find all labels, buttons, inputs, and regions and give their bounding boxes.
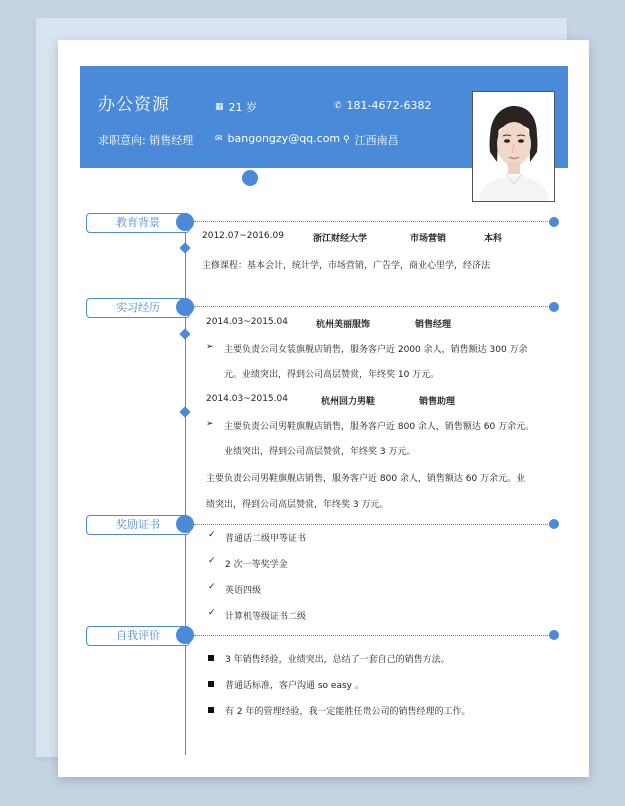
job1-desc-line1: 主要负责公司女装旗舰店销售，服务客户近 2000 余人，销售额达 300 万余 bbox=[224, 345, 528, 355]
self-eval-item: 普通话标准，客户沟通 so easy 。 bbox=[225, 681, 364, 691]
location-icon: ⚲ bbox=[343, 135, 350, 145]
section-end-dot bbox=[549, 630, 559, 640]
edu-courses: 主修课程：基本会计，统计学，市场营销，广告学，商业心里学，经济法 bbox=[202, 261, 491, 271]
job2-desc-line2: 业绩突出，得到公司高层赞赏，年终奖 3 万元。 bbox=[224, 447, 416, 457]
resume-page bbox=[58, 40, 589, 777]
internship-extra-line1: 主要负责公司男鞋旗舰店销售，服务客户近 800 余人，销售额达 60 万余元。业 bbox=[206, 474, 526, 484]
job2-position: 销售助理 bbox=[419, 397, 456, 407]
portrait-image bbox=[473, 92, 554, 201]
edu-major: 市场营销 bbox=[410, 234, 447, 244]
job1-desc-line2: 元。业绩突出，得到公司高层赞赏，年终奖 10 万元。 bbox=[224, 370, 440, 380]
section-end-dot bbox=[549, 519, 559, 529]
header-dot bbox=[242, 170, 258, 186]
candidate-photo bbox=[472, 91, 555, 202]
section-marker bbox=[176, 298, 194, 316]
section-marker bbox=[176, 626, 194, 644]
calendar-icon: ▦ bbox=[215, 102, 224, 112]
internship-extra-line2: 绩突出，得到公司高层赞赏，年终奖 3 万元。 bbox=[206, 500, 389, 510]
section-title-self-eval: 自我评价 bbox=[86, 626, 190, 646]
timeline-diamond bbox=[179, 406, 190, 417]
square-bullet-icon bbox=[208, 707, 214, 713]
square-bullet-icon bbox=[208, 655, 214, 661]
job1-company: 杭州美丽服饰 bbox=[316, 320, 371, 330]
age-text: 21 岁 bbox=[228, 101, 258, 114]
phone-icon: ✆ bbox=[334, 100, 342, 111]
arrow-bullet-icon: ➢ bbox=[206, 342, 214, 352]
section-marker bbox=[176, 515, 194, 533]
age-field bbox=[215, 99, 257, 115]
award-item: 计算机等级证书二级 bbox=[225, 612, 307, 622]
self-eval-item: 有 2 年的管理经验，我一定能胜任贵公司的销售经理的工作。 bbox=[225, 707, 471, 717]
email-text: bangongzy@qq.com bbox=[227, 132, 341, 145]
section-title-education: 教育背景 bbox=[86, 213, 190, 233]
award-item: 2 次一等奖学金 bbox=[225, 560, 288, 570]
section-end-dot bbox=[549, 217, 559, 227]
section-divider bbox=[194, 524, 554, 525]
section-divider bbox=[194, 306, 554, 307]
location-text: 江西南昌 bbox=[354, 134, 399, 147]
job1-date: 2014.03~2015.04 bbox=[206, 317, 288, 327]
phone-text: 181-4672-6382 bbox=[346, 99, 432, 112]
award-item: 英语四级 bbox=[225, 586, 262, 596]
edu-school: 浙江财经大学 bbox=[313, 234, 368, 244]
email-field bbox=[215, 132, 340, 145]
job2-desc-line1: 主要负责公司男鞋旗舰店销售，服务客户近 800 余人，销售额达 60 万余元。 bbox=[224, 422, 535, 432]
section-marker bbox=[176, 213, 194, 231]
square-bullet-icon bbox=[208, 681, 214, 687]
timeline-diamond bbox=[179, 328, 190, 339]
envelope-icon: ✉ bbox=[215, 133, 223, 144]
check-icon: ✓ bbox=[208, 608, 216, 618]
job-intent bbox=[98, 132, 193, 148]
self-eval-item: 3 年销售经验，业绩突出，总结了一套自己的销售方法。 bbox=[225, 655, 450, 665]
section-divider bbox=[194, 221, 554, 222]
job-intent-text: 求职意向: 销售经理 bbox=[98, 134, 194, 147]
timeline-diamond bbox=[179, 242, 190, 253]
check-icon: ✓ bbox=[208, 530, 216, 540]
arrow-bullet-icon: ➢ bbox=[206, 419, 214, 429]
location-field bbox=[343, 132, 399, 148]
check-icon: ✓ bbox=[208, 556, 216, 566]
award-item: 普通话二级甲等证书 bbox=[225, 534, 307, 544]
check-icon: ✓ bbox=[208, 582, 216, 592]
edu-date: 2012.07~2016.09 bbox=[202, 231, 284, 241]
job1-position: 销售经理 bbox=[415, 320, 452, 330]
section-end-dot bbox=[549, 302, 559, 312]
section-divider bbox=[194, 635, 554, 636]
job2-company: 杭州回力男鞋 bbox=[321, 397, 376, 407]
section-title-awards: 奖励证书 bbox=[86, 515, 190, 535]
edu-degree: 本科 bbox=[484, 234, 503, 244]
candidate-name: 办公资源 bbox=[98, 95, 170, 115]
job2-date: 2014.03~2015.04 bbox=[206, 394, 288, 404]
section-title-internship: 实习经历 bbox=[86, 298, 190, 318]
phone-field bbox=[334, 99, 431, 112]
